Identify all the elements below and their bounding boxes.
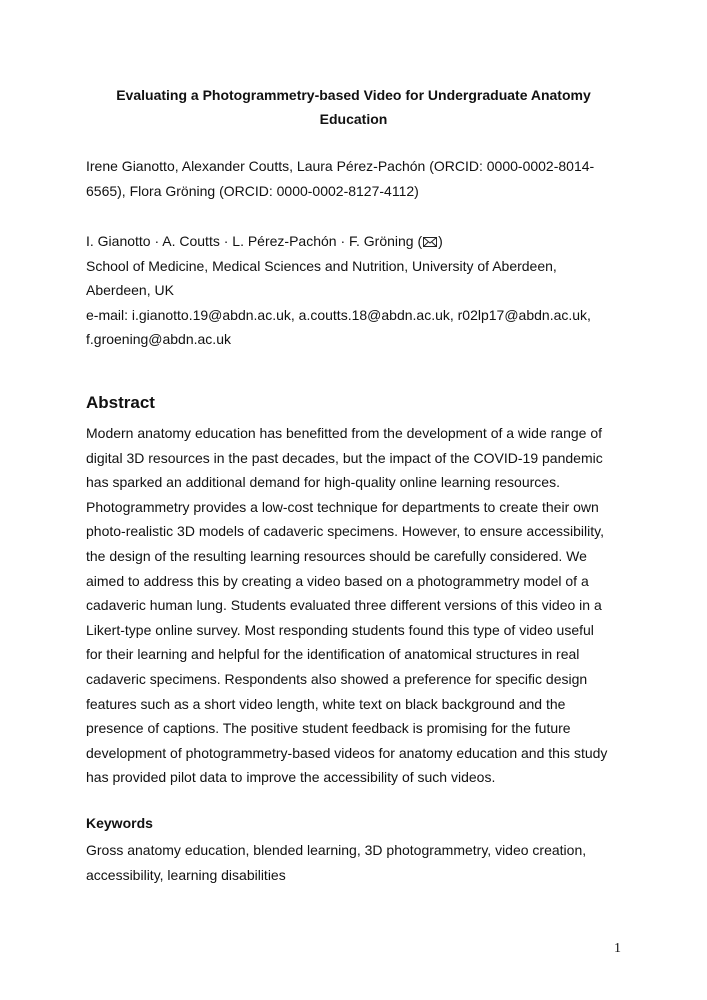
keywords-heading: Keywords — [86, 815, 153, 831]
email-line-2: f.groening@abdn.ac.uk — [86, 331, 231, 348]
abstract-line: the design of the resulting learning resources should be carefully considered. We — [86, 547, 587, 564]
abstract-line: cadaveric human lung. Students evaluated three different versions of this video in a — [86, 597, 602, 614]
abstract-line: cadaveric specimens. Respondents also showed a preference for specific design — [86, 670, 588, 687]
abstract-line: Photogrammetry provides a low-cost technique for departments to create their own — [86, 498, 599, 515]
abstract-line: for their learning and helpful for the identification of anatomical structures in real — [86, 646, 580, 663]
abstract-line: has provided pilot data to improve the accessibility of such videos. — [86, 769, 496, 786]
author-line-2: 6565), Flora Gröning (ORCID: 0000-0002-8127-4112) — [86, 182, 419, 199]
abstract-line: has sparked an additional demand for high-quality online learning resources. — [86, 474, 560, 491]
author-list — [86, 154, 626, 203]
abstract-line: development of photogrammetry-based videos for anatomy education and this study — [86, 744, 608, 761]
abstract-line: presence of captions. The positive student feedback is promising for the future — [86, 720, 571, 737]
keywords-line-1: Gross anatomy education, blended learning, 3D photogrammetry, video creation, — [86, 842, 587, 858]
abstract-line: digital 3D resources in the past decades, but the impact of the COVID-19 pandemic — [86, 449, 603, 466]
keywords-list — [86, 838, 626, 887]
paper-title — [86, 83, 621, 131]
affiliation-block — [86, 229, 626, 352]
institution-line-1: School of Medicine, Medical Sciences and Nutrition, University of Aberdeen, — [86, 257, 557, 274]
abstract-body — [86, 421, 626, 790]
page-number: 1 — [614, 941, 621, 956]
author-names-suffix: ) — [438, 233, 443, 249]
abstract-line: photo-realistic 3D models of cadaveric specimens. However, to ensure accessibility, — [86, 523, 604, 540]
abstract-line: Likert-type online survey. Most responding students found this type of video useful — [86, 621, 594, 638]
author-names-line — [86, 229, 626, 254]
abstract-line: Modern anatomy education has benefitted from the development of a wide range of — [86, 425, 602, 441]
abstract-line: aimed to address this by creating a video based on a photogrammetry model of a — [86, 572, 589, 589]
institution-line-2: Aberdeen, UK — [86, 282, 174, 299]
keywords-line-2: accessibility, learning disabilities — [86, 866, 286, 883]
email-line-1: e-mail: i.gianotto.19@abdn.ac.uk, a.coutts.18@abdn.ac.uk, r02lp17@abdn.ac.uk, — [86, 306, 591, 323]
title-line-2: Education — [319, 111, 388, 127]
title-line-1: Evaluating a Photogrammetry-based Video for Undergraduate Anatomy — [116, 87, 591, 103]
author-line-1: Irene Gianotto, Alexander Coutts, Laura Pérez-Pachón (ORCID: 0000-0002-8014- — [86, 158, 595, 174]
envelope-icon — [423, 237, 437, 247]
author-names-prefix: I. Gianotto · A. Coutts · L. Pérez-Pachón · F. Gröning ( — [86, 233, 423, 249]
abstract-line: features such as a short video length, white text on black background and the — [86, 695, 566, 712]
abstract-heading: Abstract — [86, 393, 155, 412]
